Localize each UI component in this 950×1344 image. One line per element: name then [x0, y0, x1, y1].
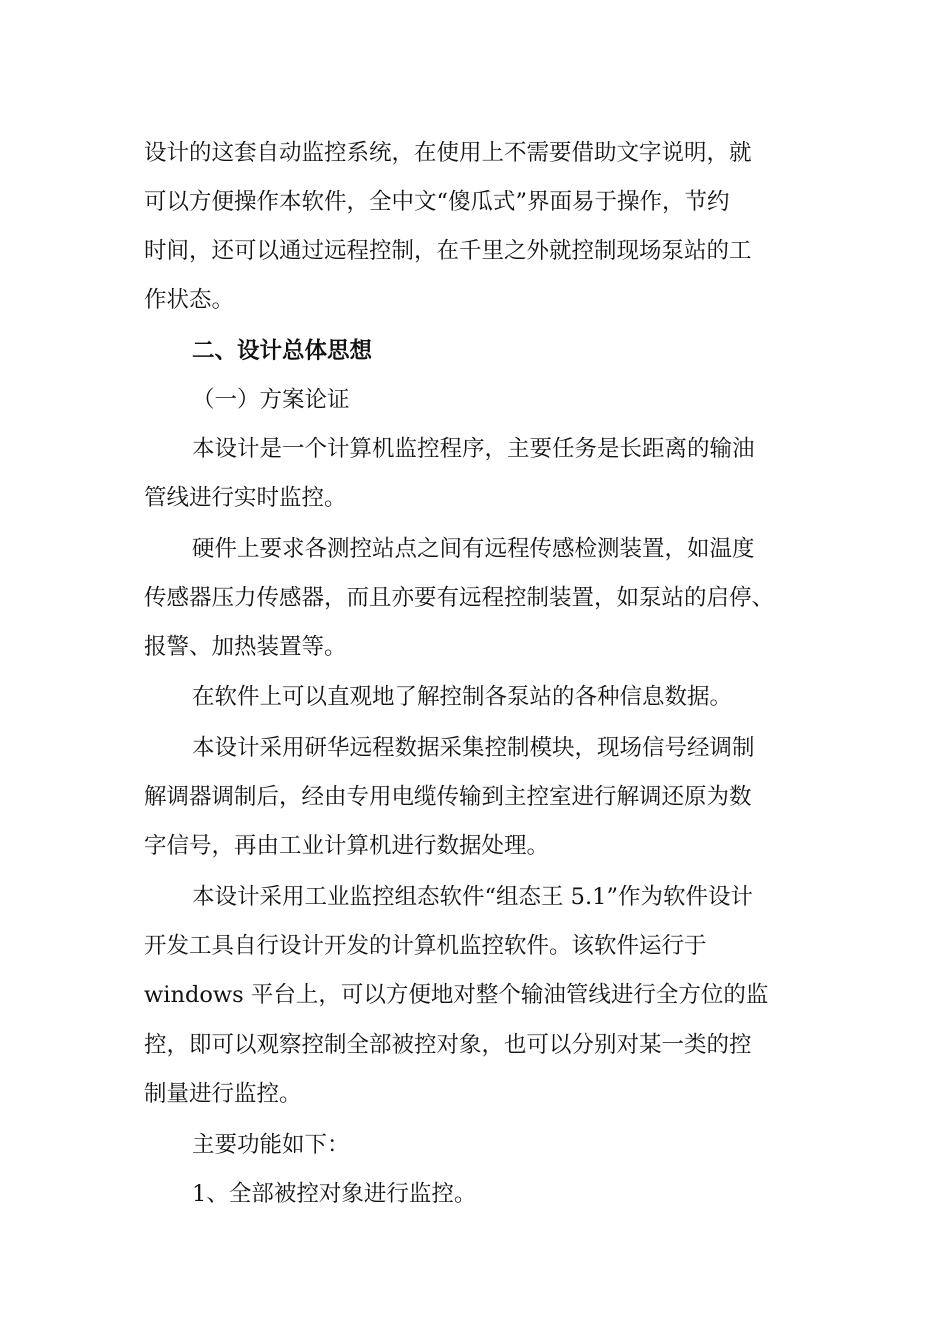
- paragraph-line: 控，即可以观察控制全部被控对象，也可以分别对某一类的控: [144, 1032, 752, 1058]
- paragraph-line: 在软件上可以直观地了解控制各泵站的各种信息数据。: [192, 684, 733, 710]
- paragraph-line: 传感器压力传感器，而且亦要有远程控制装置，如泵站的启停、: [144, 585, 775, 611]
- paragraph-line: 本设计是一个计算机监控程序，主要任务是长距离的输油: [192, 436, 755, 462]
- paragraph-line: 时间，还可以通过远程控制，在千里之外就控制现场泵站的工: [144, 238, 752, 264]
- paragraph-line: 硬件上要求各测控站点之间有远程传感检测装置，如温度: [192, 536, 755, 562]
- paragraph-line: windows 平台上，可以方便地对整个输油管线进行全方位的监: [144, 982, 769, 1008]
- section-heading: 二、设计总体思想: [192, 338, 373, 364]
- paragraph-line: 制量进行监控。: [144, 1081, 302, 1107]
- paragraph-line: 解调器调制后，经由专用电缆传输到主控室进行解调还原为数: [144, 784, 752, 810]
- paragraph-line: 设计的这套自动监控系统，在使用上不需要借助文字说明，就: [144, 140, 752, 166]
- paragraph-line: 开发工具自行设计开发的计算机监控软件。该软件运行于: [144, 933, 707, 959]
- paragraph-line: 作状态。: [144, 287, 235, 313]
- paragraph-line: 本设计采用研华远程数据采集控制模块，现场信号经调制: [192, 735, 755, 761]
- paragraph-line: 报警、加热装置等。: [144, 634, 347, 660]
- paragraph-line: 字信号，再由工业计算机进行数据处理。: [144, 833, 550, 859]
- paragraph-line: 管线进行实时监控。: [144, 485, 347, 511]
- paragraph-line: 本设计采用工业监控组态软件“组态王 5.1”作为软件设计: [192, 884, 753, 910]
- subsection-heading: （一）方案论证: [192, 387, 350, 413]
- paragraph-line: 主要功能如下：: [192, 1132, 350, 1158]
- paragraph-line: 可以方便操作本软件，全中文“傻瓜式”界面易于操作，节约: [144, 189, 730, 215]
- list-item: 1、全部被控对象进行监控。: [192, 1181, 477, 1207]
